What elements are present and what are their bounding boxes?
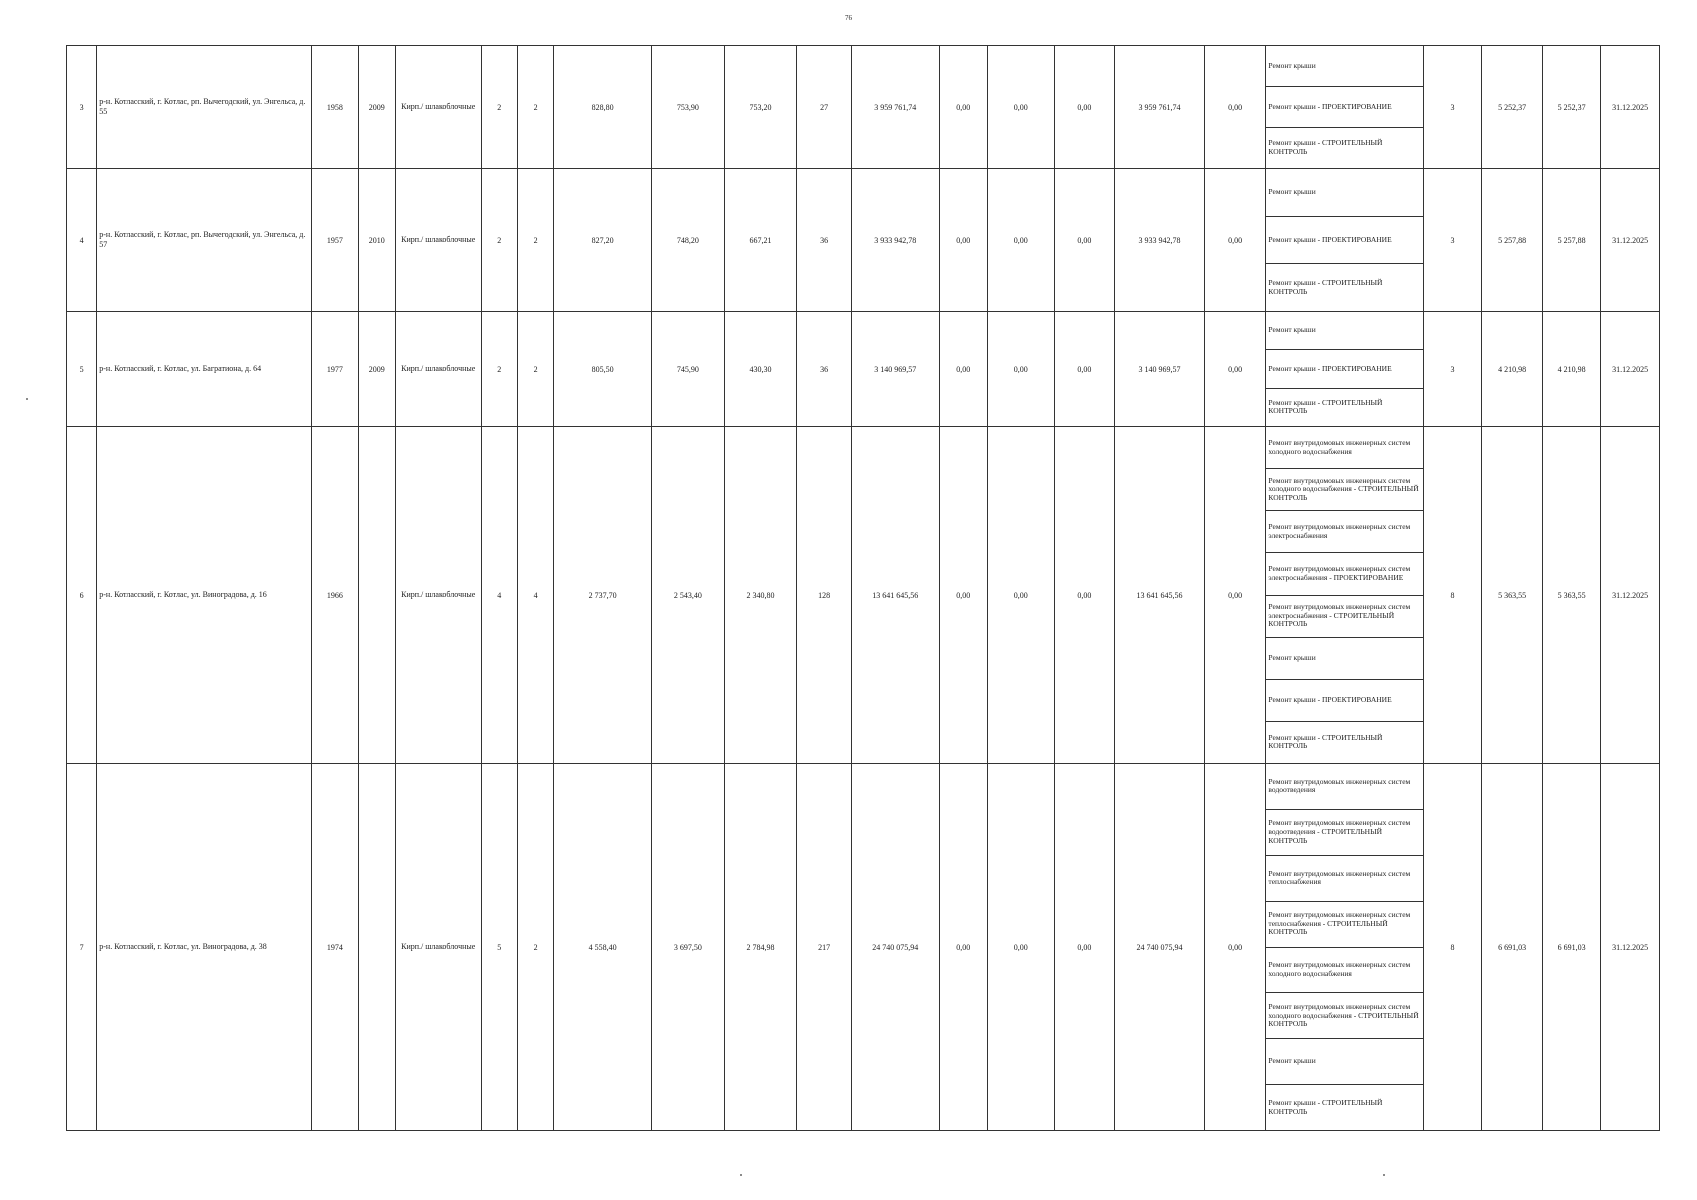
work-count-cell: 3: [1423, 312, 1482, 427]
cost-total-cell: 24 740 075,94: [851, 764, 939, 1131]
residents-cell: 128: [797, 427, 851, 764]
unit-cost-cell: 5 363,55: [1482, 427, 1543, 764]
year-built-cell: 1977: [312, 312, 358, 427]
entrances-cell: 2: [517, 46, 553, 169]
work-item: Ремонт внутридомовых инженерных систем холодного водоснабжения: [1266, 427, 1422, 469]
scan-speck: [740, 1174, 742, 1176]
unit-cost-max-cell: 5 363,55: [1542, 427, 1601, 764]
work-item: Ремонт крыши - СТРОИТЕЛЬНЫЙ КОНТРОЛЬ: [1268, 138, 1383, 156]
entrances-cell: 2: [517, 312, 553, 427]
area-living-cell: 2 543,40: [652, 427, 725, 764]
unit-cost-max-cell: 5 252,37: [1542, 46, 1601, 169]
work-item: Ремонт внутридомовых инженерных систем электроснабжения: [1266, 511, 1422, 553]
year-built-cell: 1966: [312, 427, 358, 764]
work-item: Ремонт внутридомовых инженерных систем холодного водоснабжения - СТРОИТЕЛЬНЫЙ КОНТРОЛЬ: [1266, 469, 1422, 511]
cost-region-cell: 0,00: [988, 312, 1055, 427]
address-cell: р-н. Котласский, г. Котлас, ул. Багратиона, д. 64: [97, 312, 312, 427]
deadline-cell: 31.12.2025: [1601, 764, 1660, 1131]
area-total-cell: 827,20: [554, 169, 652, 312]
program-table: [66, 45, 1660, 1131]
residents-cell: 36: [797, 169, 851, 312]
entrances-cell: 2: [517, 169, 553, 312]
cost-owners-cell: 13 641 645,56: [1115, 427, 1205, 764]
area-residential-cell: 2 784,98: [724, 764, 797, 1131]
floors-cell: 2: [481, 46, 517, 169]
area-residential-cell: 753,20: [724, 46, 797, 169]
work-count-cell: 8: [1423, 764, 1482, 1131]
address-cell: р-н. Котласский, г. Котлас, рп. Вычегодский, ул. Энгельса, д. 55: [97, 46, 312, 169]
entrances-cell: 4: [517, 427, 553, 764]
year-repair-cell: 2010: [358, 169, 395, 312]
work-item: Ремонт крыши - СТРОИТЕЛЬНЫЙ КОНТРОЛЬ: [1268, 732, 1383, 751]
table-row: [67, 764, 1660, 1131]
year-built-cell: 1957: [312, 169, 358, 312]
work-count-cell: 8: [1423, 427, 1482, 764]
wall-material-cell: Кирп./ шлакоблочные: [395, 312, 481, 427]
work-item: Ремонт крыши: [1266, 169, 1422, 217]
unit-cost-cell: 6 691,03: [1482, 764, 1543, 1131]
year-repair-cell: 2009: [358, 312, 395, 427]
row-number-cell: 6: [67, 427, 97, 764]
row-number-cell: 4: [67, 169, 97, 312]
year-built-cell: 1974: [312, 764, 358, 1131]
work-item: Ремонт крыши: [1266, 638, 1422, 680]
page-number: 76: [845, 14, 852, 22]
work-item: Ремонт крыши: [1266, 46, 1422, 87]
work-item: Ремонт крыши - СТРОИТЕЛЬНЫЙ КОНТРОЛЬ: [1268, 1097, 1383, 1116]
cost-region-cell: 0,00: [988, 764, 1055, 1131]
cost-other-cell: 0,00: [1204, 169, 1266, 312]
address-cell: р-н. Котласский, г. Котлас, рп. Вычегодский, ул. Энгельса, д. 57: [97, 169, 312, 312]
work-item: Ремонт крыши: [1266, 1039, 1422, 1085]
row-number-cell: 7: [67, 764, 97, 1131]
unit-cost-max-cell: 4 210,98: [1542, 312, 1601, 427]
work-item: Ремонт внутридомовых инженерных систем холодного водоснабжения - СТРОИТЕЛЬНЫЙ КОНТРОЛЬ: [1266, 993, 1422, 1039]
cost-total-cell: 13 641 645,56: [851, 427, 939, 764]
cost-local-cell: 0,00: [1054, 169, 1115, 312]
area-residential-cell: 667,21: [724, 169, 797, 312]
work-item: Ремонт внутридомовых инженерных систем водоотведения - СТРОИТЕЛЬНЫЙ КОНТРОЛЬ: [1266, 810, 1422, 856]
work-item: Ремонт внутридомовых инженерных систем теплоснабжения - СТРОИТЕЛЬНЫЙ КОНТРОЛЬ: [1266, 902, 1422, 948]
work-item: Ремонт крыши - ПРОЕКТИРОВАНИЕ: [1266, 87, 1422, 128]
cost-region-cell: 0,00: [988, 427, 1055, 764]
area-living-cell: 3 697,50: [652, 764, 725, 1131]
cost-owners-cell: 3 933 942,78: [1115, 169, 1205, 312]
cost-total-cell: 3 959 761,74: [851, 46, 939, 169]
floors-cell: 5: [481, 764, 517, 1131]
area-total-cell: 2 737,70: [554, 427, 652, 764]
works-cell: [1266, 46, 1423, 169]
cost-fund-cell: 0,00: [939, 312, 987, 427]
work-item: Ремонт внутридомовых инженерных систем электроснабжения - ПРОЕКТИРОВАНИЕ: [1266, 553, 1422, 595]
unit-cost-cell: 5 252,37: [1482, 46, 1543, 169]
deadline-cell: 31.12.2025: [1601, 169, 1660, 312]
cost-owners-cell: 24 740 075,94: [1115, 764, 1205, 1131]
address-cell: р-н. Котласский, г. Котлас, ул. Виноградова, д. 16: [97, 427, 312, 764]
work-item: Ремонт крыши - ПРОЕКТИРОВАНИЕ: [1266, 350, 1422, 388]
cost-fund-cell: 0,00: [939, 46, 987, 169]
residents-cell: 36: [797, 312, 851, 427]
row-number-cell: 3: [67, 46, 97, 169]
area-living-cell: 745,90: [652, 312, 725, 427]
deadline-cell: 31.12.2025: [1601, 427, 1660, 764]
cost-fund-cell: 0,00: [939, 169, 987, 312]
scan-speck: [1383, 1174, 1385, 1176]
year-repair-cell: [358, 764, 395, 1131]
wall-material-cell: Кирп./ шлакоблочные: [395, 46, 481, 169]
year-repair-cell: [358, 427, 395, 764]
year-repair-cell: 2009: [358, 46, 395, 169]
area-total-cell: 4 558,40: [554, 764, 652, 1131]
works-cell: [1266, 312, 1423, 427]
work-count-cell: 3: [1423, 169, 1482, 312]
works-cell: [1266, 169, 1423, 312]
work-item: Ремонт внутридомовых инженерных систем теплоснабжения: [1266, 856, 1422, 902]
table-row: [67, 427, 1660, 764]
unit-cost-cell: 5 257,88: [1482, 169, 1543, 312]
cost-other-cell: 0,00: [1204, 46, 1266, 169]
row-number-cell: 5: [67, 312, 97, 427]
unit-cost-cell: 4 210,98: [1482, 312, 1543, 427]
table-row: [67, 169, 1660, 312]
work-item: Ремонт крыши - СТРОИТЕЛЬНЫЙ КОНТРОЛЬ: [1268, 397, 1383, 416]
deadline-cell: 31.12.2025: [1601, 312, 1660, 427]
work-item: Ремонт крыши - ПРОЕКТИРОВАНИЕ: [1266, 217, 1422, 265]
work-item: Ремонт внутридомовых инженерных систем холодного водоснабжения: [1266, 948, 1422, 994]
works-cell: [1266, 427, 1423, 764]
cost-local-cell: 0,00: [1054, 312, 1115, 427]
deadline-cell: 31.12.2025: [1601, 46, 1660, 169]
works-cell: [1266, 764, 1423, 1131]
entrances-cell: 2: [517, 764, 553, 1131]
work-item: Ремонт внутридомовых инженерных систем водоотведения: [1266, 764, 1422, 810]
area-total-cell: 828,80: [554, 46, 652, 169]
cost-other-cell: 0,00: [1204, 764, 1266, 1131]
cost-local-cell: 0,00: [1054, 46, 1115, 169]
cost-fund-cell: 0,00: [939, 764, 987, 1131]
work-count-cell: 3: [1423, 46, 1482, 169]
area-residential-cell: 2 340,80: [724, 427, 797, 764]
year-built-cell: 1958: [312, 46, 358, 169]
cost-owners-cell: 3 140 969,57: [1115, 312, 1205, 427]
unit-cost-max-cell: 6 691,03: [1542, 764, 1601, 1131]
work-item: Ремонт крыши - ПРОЕКТИРОВАНИЕ: [1266, 680, 1422, 722]
scan-speck: [26, 398, 28, 400]
floors-cell: 4: [481, 427, 517, 764]
cost-region-cell: 0,00: [988, 46, 1055, 169]
residents-cell: 217: [797, 764, 851, 1131]
cost-local-cell: 0,00: [1054, 427, 1115, 764]
work-item: Ремонт крыши: [1266, 312, 1422, 350]
cost-owners-cell: 3 959 761,74: [1115, 46, 1205, 169]
area-living-cell: 748,20: [652, 169, 725, 312]
wall-material-cell: Кирп./ шлакоблочные: [395, 169, 481, 312]
cost-total-cell: 3 140 969,57: [851, 312, 939, 427]
table-row: [67, 312, 1660, 427]
address-cell: р-н. Котласский, г. Котлас, ул. Виноградова, д. 38: [97, 764, 312, 1131]
cost-fund-cell: 0,00: [939, 427, 987, 764]
cost-region-cell: 0,00: [988, 169, 1055, 312]
area-total-cell: 805,50: [554, 312, 652, 427]
unit-cost-max-cell: 5 257,88: [1542, 169, 1601, 312]
work-item: Ремонт внутридомовых инженерных систем электроснабжения - СТРОИТЕЛЬНЫЙ КОНТРОЛЬ: [1266, 596, 1422, 638]
cost-total-cell: 3 933 942,78: [851, 169, 939, 312]
residents-cell: 27: [797, 46, 851, 169]
wall-material-cell: Кирп./ шлакоблочные: [395, 427, 481, 764]
area-residential-cell: 430,30: [724, 312, 797, 427]
work-item: Ремонт крыши - СТРОИТЕЛЬНЫЙ КОНТРОЛЬ: [1268, 278, 1383, 296]
area-living-cell: 753,90: [652, 46, 725, 169]
cost-other-cell: 0,00: [1204, 427, 1266, 764]
floors-cell: 2: [481, 169, 517, 312]
cost-other-cell: 0,00: [1204, 312, 1266, 427]
wall-material-cell: Кирп./ шлакоблочные: [395, 764, 481, 1131]
cost-local-cell: 0,00: [1054, 764, 1115, 1131]
floors-cell: 2: [481, 312, 517, 427]
table-row: [67, 46, 1660, 169]
